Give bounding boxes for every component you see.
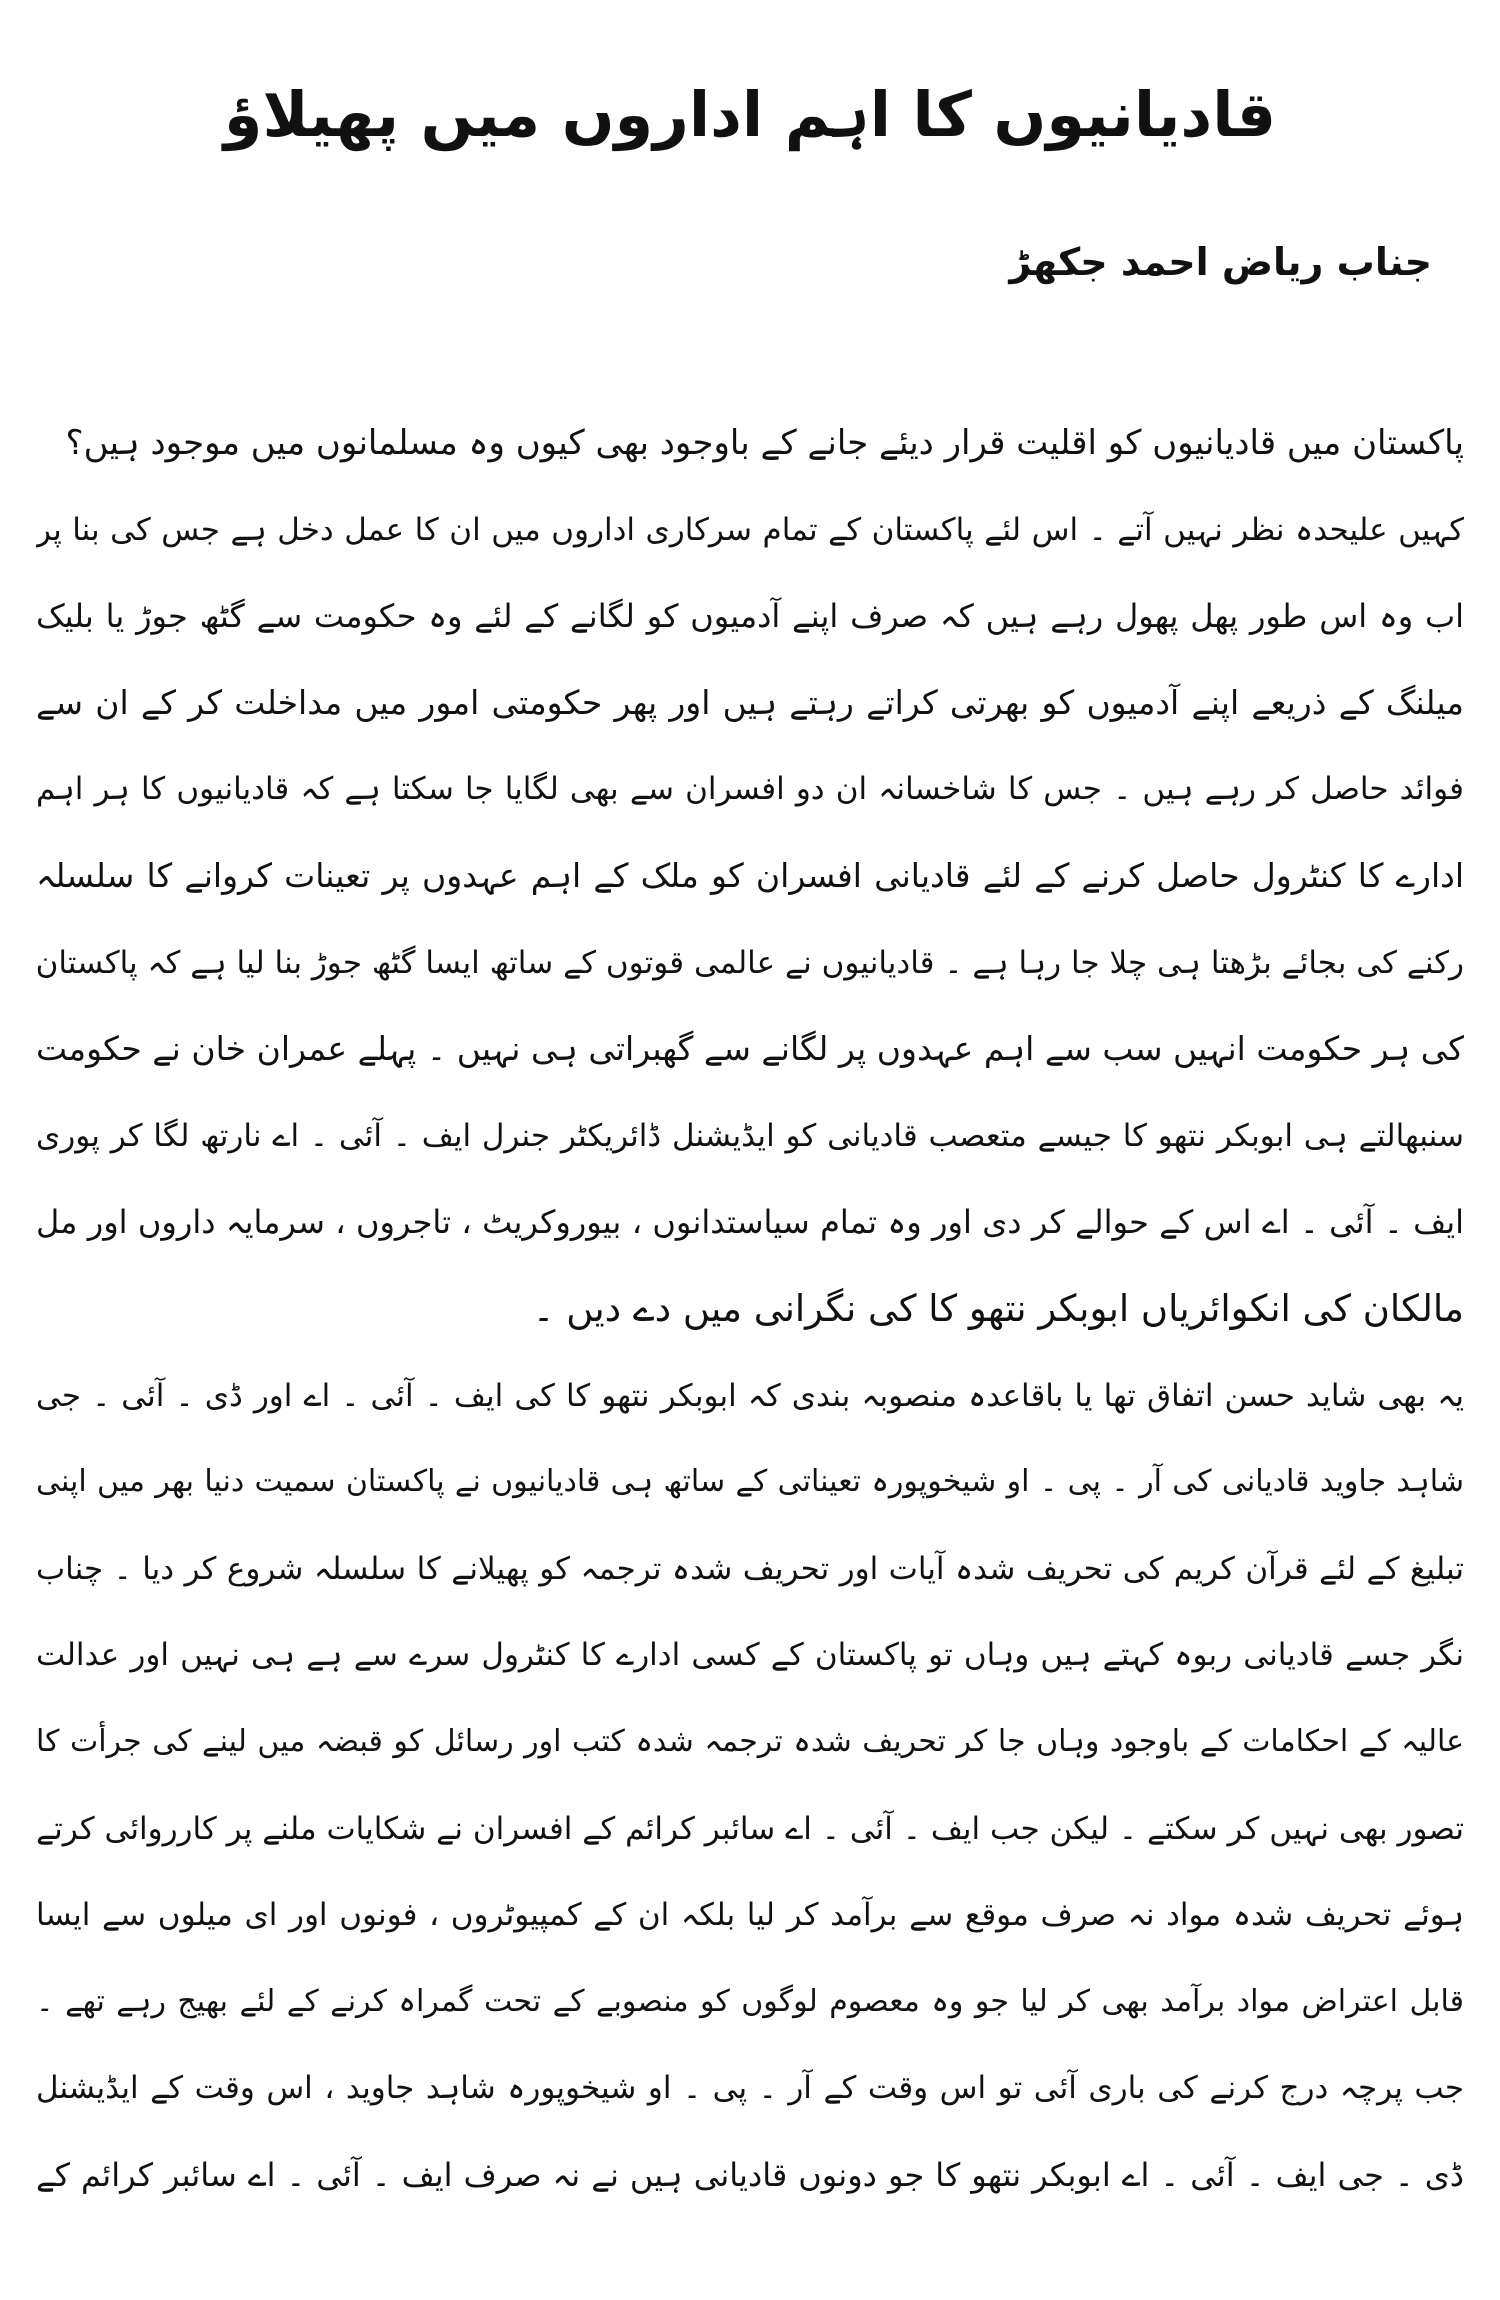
body-line: فوائد حاصل کر رہے ہیں ۔ جس کا شاخسانہ ان دو افسران سے بھی لگایا جا سکتا ہے کہ قادیانیوں کا ہر اہم <box>36 771 1464 808</box>
author-byline: جناب ریاض احمد جکھڑ <box>1009 240 1432 284</box>
body-line: پاکستان میں قادیانیوں کو اقلیت قرار دیئے جانے کے باوجود بھی کیوں وہ مسلمانوں میں موجود ہیں؟ <box>65 423 1464 463</box>
article-body <box>36 400 1464 2218</box>
body-line: نگر جسے قادیانی ربوہ کہتے ہیں وہاں تو پاکستان کے کسی ادارے کا کنٹرول سرے سے ہے ہی نہیں اور عدالت <box>36 1637 1464 1674</box>
body-line: عالیہ کے احکامات کے باوجود وہاں جا کر تحریف شدہ ترجمہ شدہ کتب اور رسائل کو قبضہ میں لینے کی جرأت کا <box>36 1723 1464 1759</box>
body-line: سنبھالتے ہی ابوبکر نتھو کا جیسے متعصب قادیانی کو ایڈیشنل ڈائریکٹر جنرل ایف ۔ آئی ۔ اے نارتھ لگا کر پوری <box>36 1117 1464 1154</box>
body-line: شاہد جاوید قادیانی کی آر ۔ پی ۔ او شیخوپورہ تعیناتی کے ساتھ ہی قادیانیوں نے پاکستان سمیت دنیا بھر میں اپنی <box>36 1464 1464 1500</box>
body-line: اب وہ اس طور پھل پھول رہے ہیں کہ صرف اپنے آدمیوں کو لگانے کے لئے وہ حکومت سے گٹھ جوڑ یا بلیک <box>36 597 1464 636</box>
body-line: کہیں علیحدہ نظر نہیں آتے ۔ اس لئے پاکستان کے تمام سرکاری اداروں میں ان کا عمل دخل ہے جس کی بنا پر <box>36 511 1464 548</box>
body-line: میلنگ کے ذریعے اپنے آدمیوں کو بھرتی کراتے رہتے ہیں اور پھر حکومتی امور میں مداخلت کر کے ان سے <box>36 682 1464 722</box>
body-line: مالکان کی انکوائریاں ابوبکر نتھو کا کی نگرانی میں دے دیں ۔ <box>532 1286 1464 1330</box>
body-line: تبلیغ کے لئے قرآن کریم کی تحریف شدہ آیات اور تحریف شدہ ترجمہ کو پھیلانے کا سلسلہ شروع کر دیا ۔ چناب <box>36 1550 1464 1587</box>
body-line: ایف ۔ آئی ۔ اے اس کے حوالے کر دی اور وہ تمام سیاستدانوں ، بیوروکریٹ ، تاجروں ، سرمایہ داروں اور مل <box>36 1203 1464 1242</box>
body-line: تصور بھی نہیں کر سکتے ۔ لیکن جب ایف ۔ آئی ۔ اے سائبر کرائم کے افسران نے شکایات ملنے پر کارروائی کرتے <box>36 1810 1464 1847</box>
body-line: قابل اعتراض مواد برآمد بھی کر لیا جو وہ معصوم لوگوں کو منصوبے کے تحت گمراہ کرنے کے لئے بھیج رہے تھے ۔ <box>36 1983 1464 2019</box>
body-line: ادارے کا کنٹرول حاصل کرنے کے لئے قادیانی افسران کو ملک کے اہم عہدوں پر تعینات کروانے کا سلسلہ <box>36 855 1464 895</box>
body-line: رکنے کی بجائے بڑھتا ہی چلا جا رہا ہے ۔ قادیانیوں نے عالمی قوتوں کے ساتھ ایسا گٹھ جوڑ بنا لیا ہے کہ پاکستان <box>36 944 1464 981</box>
body-line: کی ہر حکومت انہیں سب سے اہم عہدوں پر لگانے سے گھبراتی ہی نہیں ۔ پہلے عمران خان نے حکومت <box>36 1029 1464 1069</box>
body-line: ہوئے تحریف شدہ مواد نہ صرف موقع سے برآمد کر لیا بلکہ ان کے کمپیوٹروں ، فونوں اور ای میلوں سے ایسا <box>36 1897 1464 1934</box>
body-line: یہ بھی شاید حسن اتفاق تھا یا باقاعدہ منصوبہ بندی کہ ابوبکر نتھو کا کی ایف ۔ آئی ۔ اے اور ڈی ۔ آئی ۔ جی <box>36 1377 1464 1414</box>
body-line: جب پرچہ درج کرنے کی باری آئی تو اس وقت کے آر ۔ پی ۔ او شیخوپورہ شاہد جاوید ، اس وقت کے ایڈیشنل <box>36 2070 1464 2107</box>
article-title: قادیانیوں کا اہم اداروں میں پھیلاؤ <box>223 78 1277 151</box>
body-line: ڈی ۔ جی ایف ۔ آئی ۔ اے ابوبکر نتھو کا جو دونوں قادیانی ہیں نے نہ صرف ایف ۔ آئی ۔ اے سائبر کرائم کے <box>36 2155 1464 2194</box>
